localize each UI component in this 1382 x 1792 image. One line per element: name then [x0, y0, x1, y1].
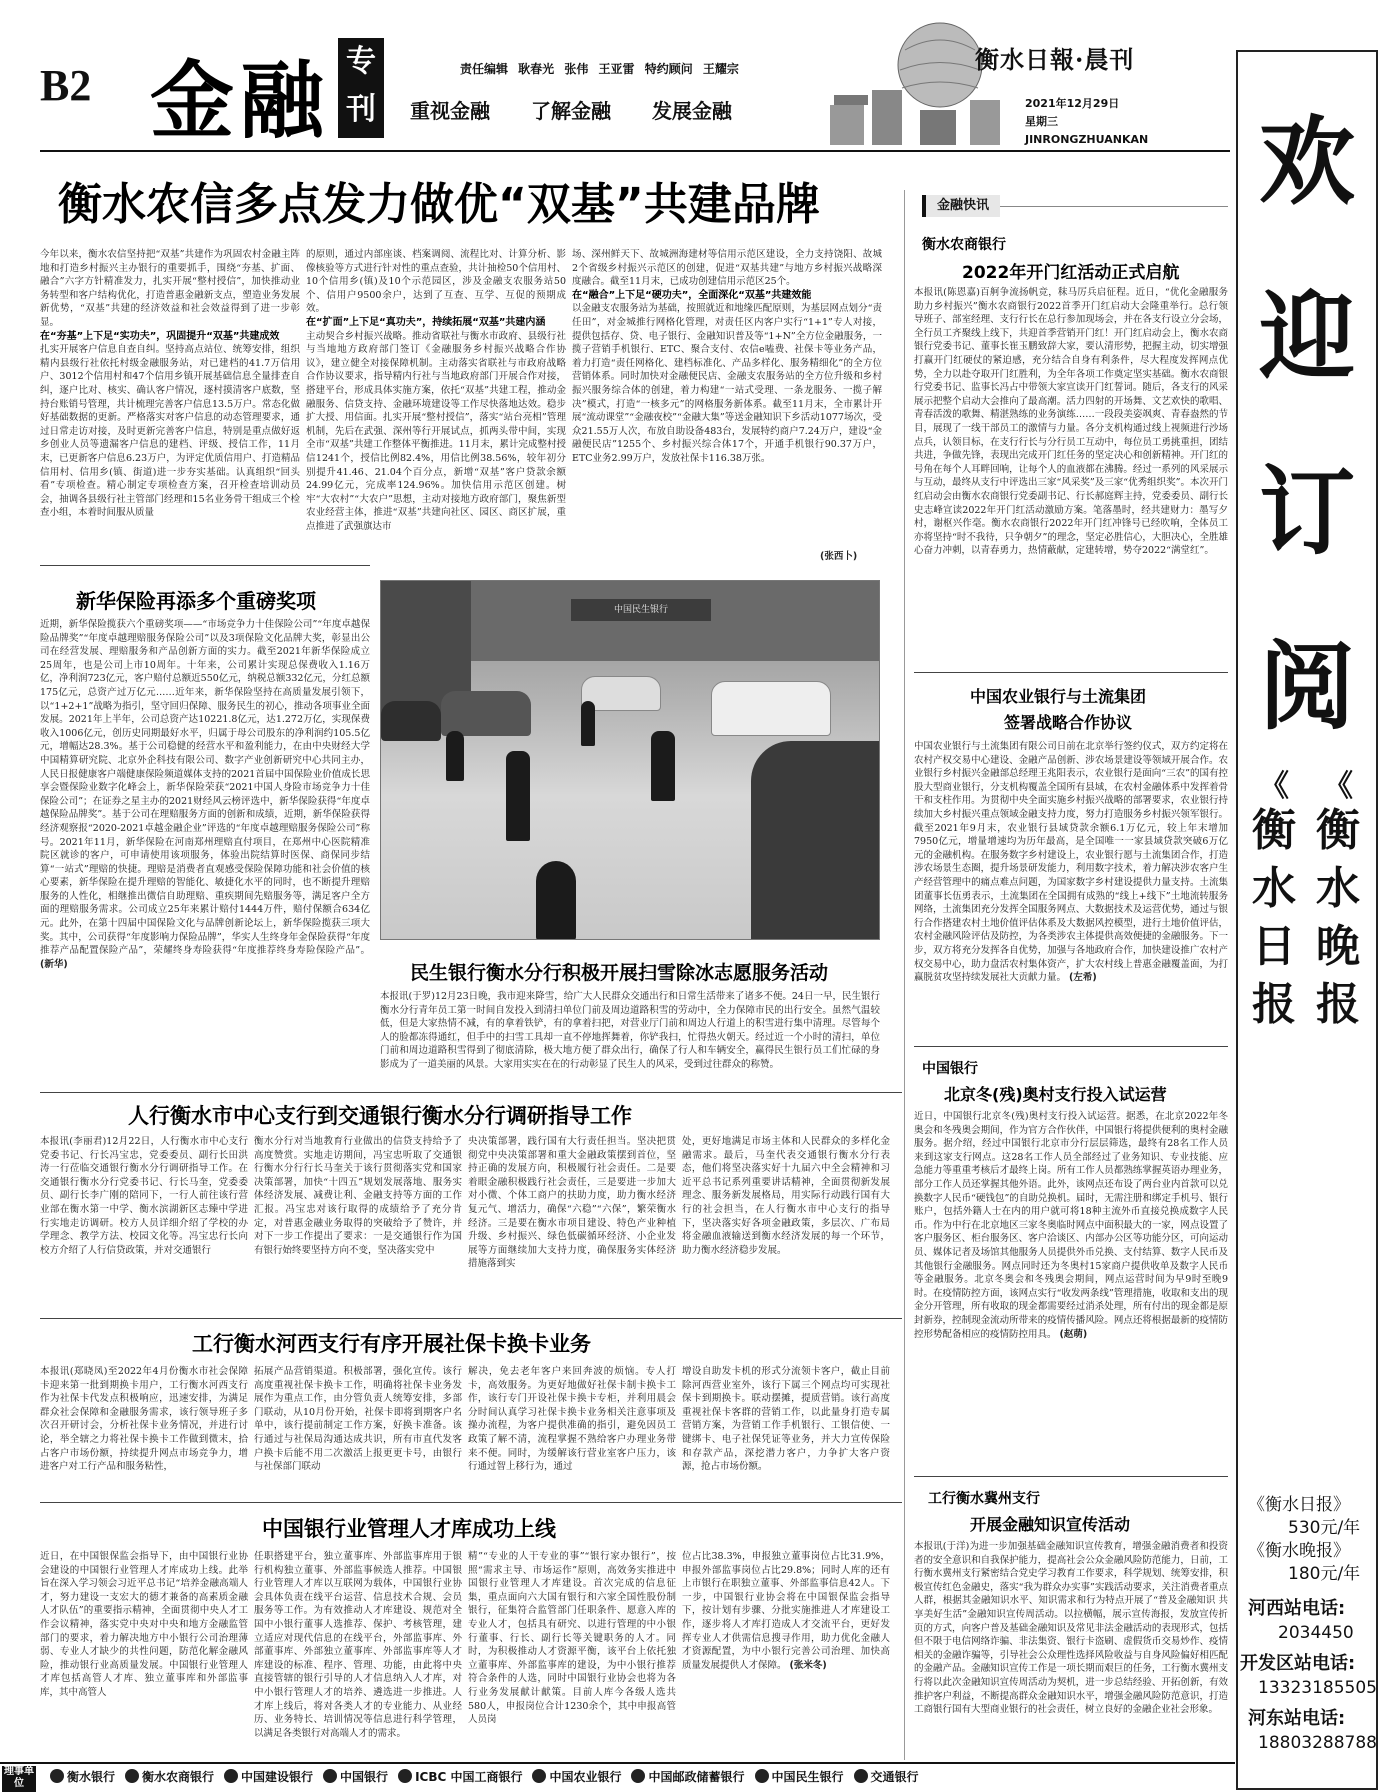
slogan-3: 发展金融	[651, 99, 732, 123]
talent-byline: (张米冬)	[789, 1659, 827, 1671]
news1-body: 本报讯(陈恩嘉)百舸争流扬帆竞，秣马厉兵启征程。近日，“优化金融服务 助力乡村振兴”衡水农商银行2022首季开门红启动大会隆重举行。总行领导班子、部室经理、支行行长在总行参加现场会，并在各支行设立分会场，全行员工齐聚线上线下，共迎首季营销开门红！开门红启动会上，衡水农商银行党委书记、董事长崔玉鹏致辞大家，要认清形势，把握主动，切实增强打赢开门红硬仗的紧迫感，充分结合自身有利条件，尽大程度发挥网点优势，全力以赴夺取开门红胜利，为全年各项工作奠定坚实基础。衡水农商银行党委书记、监事长冯占中带领大家宣读开门红誓词。随后，各支行的风采展示把整个启动大会推向了最高潮。活力四射的开场舞、文艺欢快的歌唱、青春活泼的歌舞、精湛熟练的业务演练……一段段美姿飒爽、青春盎然的节目，展现了一线干部员工的激情与力量。各分支机构通过线上视频进行沙场点兵，认领目标，在支行行长与分行员工互动中，每位员工勇挑重担，团结共进，争做先锋，表现出完成开门红任务的坚定决心和创新精神。开门红的号角在每个人耳畔回响，让每个人的血液都在沸腾。经过一系列的风采展示与互动，最终从支行中评选出三家“风采奖”及三家“优秀组织奖”。本次开门红启动会由衡水农商银行党委副书记、行长郝庭辉主持，党委委员、副行长史志峰宣读2022年开门红活动激励方案。笔落墨时，经共建财力：墨写夕村，谢枢兴作毫。衡水农商银行2022年开门红冲锋号已经吹响，全体员工亦将坚持“时不我待，只争朝夕”的理念，坚定必胜信心，大胆决心，全胜雄心奋力冲刺，以青春勇力，热情蔽献，定建转增，势夺2022“满堂红”。	[914, 287, 1228, 557]
price-1-value: 530元/年	[1288, 1518, 1361, 1538]
station-3-tel: 18803288788	[1258, 1733, 1377, 1753]
finance-news-label: 金融快讯	[922, 195, 1000, 217]
lead-subhead-2: 在“扩面”上下足“真功夫”，持续拓展“双基”共建内涵	[306, 316, 546, 328]
lead-col-3-text: 场、深州鲜天下、故城洲海建材等信用示范区建设，全力支持饶阳、故城2个省级乡村振兴示范区的创建，促进“双基共建”与地方乡村振兴战略深度融合。截至11月末，已成功创建信用示范区25个。	[572, 249, 882, 288]
news2-title-1: 中国农业银行与土流集团	[970, 687, 1147, 706]
psbc-icon	[631, 1769, 645, 1783]
logo-psbc: 中国邮政储蓄银行	[631, 1768, 744, 1785]
station-2-tel: 13323185505	[1258, 1678, 1377, 1698]
bracket-open-1: 《	[1323, 769, 1353, 804]
pboc-headline: 人行衡水市中心支行到交通银行衡水分行调研指导工作	[128, 1104, 632, 1128]
slogan-1: 重视金融	[410, 99, 490, 123]
icbc-col-3: 解决，免去老年客户来回奔波的烦恼。专人打卡，高效服务。为更好地做好社保卡制卡换卡工作，该行专门开设社保卡换卡专柜，并利用晨会分时间认真学习社保卡换卡业务相关注意事项及操办流程，为客户提供准确的指引，避免因员工政策了解不清，流程掌握不熟给客户办理业务带来不便。同时，为缓解该行营业室客户压力，该行通过智上移行为，通过	[468, 1366, 676, 1473]
lead-headline: 衡水农信多点发力做优“双基”共建品牌	[58, 179, 820, 230]
paper-name: 衡水日報·晨刊	[975, 45, 1135, 74]
lead-col-1	[40, 248, 300, 598]
news1-org: 衡水农商银行	[922, 237, 1006, 253]
news1-title: 2022年开门红活动正式启航	[962, 263, 1180, 283]
bracket-open-2: 《	[1259, 769, 1289, 804]
station-1-label: 河西站电话:	[1248, 1598, 1346, 1619]
icbc-icon	[398, 1769, 412, 1783]
masthead	[0, 0, 1235, 150]
station-3-label: 河东站电话:	[1248, 1708, 1346, 1729]
lead-col-2-text: 的原则，通过内部座谈、档案调阅、流程比对、计算分析、影像核验等方式进行针对性的重点查验，共计抽检50个信用村、10个信用乡(镇)及10个示范园区，涉及金融支农服务站50个、信用户9500余户，达到了互查、互学、互促的预期成效。	[306, 249, 566, 315]
editors-line: 责任编辑 耿春光 张伟 王亚雷 特约顾问 王耀宗	[460, 62, 739, 76]
icbc-col-4: 增设自助发卡机的形式分流领卡客户，截止目前除河西营业室外，该行下属三个网点均可实现社保卡到期换卡。联动摆摊，提质营销。该行高度重视社保卡客群的营销工作，以此量身打造专属营销方案，为营销工作手机银行、工银信使、一键绑卡、电子社保凭证等业务，并大力宣传保险和存款产品，深挖潜力客户，力争扩大客户资源，抢占市场份额。	[682, 1366, 890, 1473]
special-label: 专刊	[338, 38, 384, 138]
bank-sign: 中国民生银行	[571, 599, 711, 621]
photo-headline: 民生银行衡水分行积极开展扫雪除冰志愿服务活动	[410, 962, 829, 984]
pboc-col-3: 央决策部署，践行国有大行责任担当。坚决把贯彻党中央决策部署和重大金融政策摆到首位，坚持正确的发展方向，积极履行社会责任。二是要着眼金融积极践行社会责任，三是要进一步加大对小微、个体工商户的扶助力度，助力衡水经济复元气、增活力，确保“六稳”“六保”，繁荣衡水经济。三是要在衡水市项目建设、特色产业种植升级、乡村振兴、绿色低碳循环经济、小企业发展等方面继续加大支持力度，确保服务实体经济措施落到实	[468, 1136, 676, 1270]
news4-title-2: 开展金融知识宣传活动	[970, 1515, 1131, 1534]
ccb-icon	[224, 1769, 238, 1783]
photo-body: 本报讯(于罗)12月23日晚，我市迎来降雪，给广大人民群众交通出行和日常生活带来了诸多不便。24日一早，民生银行衡水分行青年员工第一时间自发投入到清扫单位门前及周边道路积雪的劳动中，全力保障市民的出行安全。虽然气温较低，但是大家热情不减，有的拿着铁铲，有的拿着扫把，对营业厅门前和周边人行道上的积雪进行集中清理。尽管每个人的脸都冻得通红，但手中的扫雪工具却一直不停地挥舞着，你铲我扫，忙得热火朝天。经过近一个小时的清扫，单位门前和周边道路积雪得到了彻底清除，极大地方便了群众出行，确保了行人和车辆安全，赢得民生银行员工们忙碌的身影成为了一道美丽的风景。大家用实实在在的行动彰显了民生人的风采，受到过往群众的称赞。	[380, 991, 880, 1070]
icbc-headline: 工行衡水河西支行有序开展社保卡换卡业务	[192, 1332, 591, 1356]
news2-byline: (左希)	[1069, 972, 1097, 984]
paper-vertical-2	[1246, 769, 1302, 1072]
lead-col-2b-text: 主动契合乡村振兴战略。推动省联社与衡水市政府、县级行社与当地地方政府部门签订《金融服务乡村振兴战略合作协议》，建立健全对接保障机制。主动落实省联社与市政府战略合作协议要求，指导精内行社与当地政府部门开展合作对接，搭建平台，形成具体实施方案，依托“双基”共建工程，推动金融服务、信贷支持、金融环境建设等工作尽快落地达效。稳步扩大授、用信面。扎实开展“整村授信”，落实“站台亮相”管理机制，先后在武强、深州等行开展试点，抓两头带中间，实现全市“双基”共建工作整体平衡推进。11月末，累计完成整村授信1241个，授信比例82.4%，用信比例38.56%，较年初分别提升41.46、21.04个百分点，新增“双基”客户贷款余额24.99亿元，完成率124.96%。加快信用示范区创建。树牢“大农村”“大农户”思想，主动对接地方政府部门，聚焦新型农业经营主体，推进“双基”共建向社区、园区、商区扩展，重点推进了武强旗达市	[306, 330, 566, 532]
price-1-label: 《衡水日报》	[1248, 1495, 1350, 1515]
subscription-sidebar	[1236, 50, 1378, 1790]
icbc-col-1: 本报讯(郑晓凤)至2022年4月份衡水市社会保障卡迎来第一批到期换卡用户，工行衡水河西支行作为社保卡代发点积极响应，迅速安排，为满足群众社会保障和金融服务需求，该行领导班子多次召开研讨会，分析社保卡业务情况，并进行讨论，举全辖之力将社保卡换卡工作做到微末，拾占客户市场份额，持续提升网点市场竞争力，增进客户对工行产品和服务粘性，	[40, 1366, 248, 1473]
logo-hengshui-rcb: 衡水农商银行	[125, 1768, 214, 1785]
xinhua-byline: (新华)	[40, 958, 68, 970]
welcome-subscribe: 欢迎订阅	[1259, 105, 1355, 743]
talent-col-4-text: 位占比38.3%，申报独立董事岗位占比31.9%，申报外部监事岗位占比29.8%；同时人库的还有上市银行在职独立董事、外部监事信息42人。下一步，中国银行业协会将在中国银保监会指导下，按计划有步骤、分批实施推进人才库建设工作，逐步将人才库打造成人才交流平台，更好发挥专业人才供需信息搜寻作用，助力优化金融人才资源配置，为中小银行完善公司治理、加快高质量发展提供人才保障。	[682, 1551, 890, 1671]
station-1-tel: 2034450	[1278, 1623, 1354, 1643]
paper-vertical-1-text: 衡水晚报	[1316, 805, 1360, 1030]
pboc-col-2: 衡水分行对当地教育行业做出的信贷支持给予了高度赞赏。实地走访期间，冯宝忠听取了交通银行衡水分行行长马奎关于该行贯彻落实党和国家决策部署，加快“十四五”规划发展落地、服务实体经济发展、减费让利、金融支持等方面的工作汇报。冯宝忠对该行取得的成绩给予了充分肯定，对普惠金融业务取得的突破给予了赞许，并对下一步工作提出了要求：一是交通银行作为国有银行始终要坚持方向不变，坚决落实党中	[254, 1136, 462, 1256]
section-name: 金融	[150, 52, 331, 150]
lead-col-1b-text: 扎实开展客户信息自查自纠。坚持高点站位、统筹安排，组织精内县级行社依托村级金融服务站，对已建档的41.7万信用户、3012个信用村和47个信用乡镇开展基础信息全量排查自纠，逐户比对、核实、确认客户情况，逐村摸清客户底数，坚持台账销号管理，共计梳理完善客户信息13.5万户。常态化做好基础数据的更新。严格落实对客户信息的动态管理要求，通过日常走访对接，及时更新完善客户信息，特别是重点做好返乡创业人员等遗漏客户信息的建档、评级、授信工作，11月末，已更新客户信息6.23万户，为评定优质信用户、打造精品信用村、信用乡(镇、街道)进一步夯实基础。认真组织“回头看”专项检查。精心制定专项检查方案，召开检查培训动员会，抽调各县级行社主管部门经理和15名业务骨干组成三个检查小组，本着时间服从质量	[40, 344, 300, 519]
news3-org: 中国银行	[922, 1061, 978, 1077]
price-2-label: 《衡水晚报》	[1248, 1541, 1350, 1561]
news3-body	[914, 1110, 1228, 1470]
icbc-col-2: 拓展产品营销渠道。积极部署，强化宣传。该行高度重视社保卡换卡工作，明确将社保卡业务发展作为重点工作，由分管负责人统筹安排，多部门联动，从10月份开始，社保卡即将到期客户名单中，该行提前制定工作方案，好换卡准备。该行通过与社保局沟通达成共识，所有市直代发客户换卡后能不用二次激活上报更更卡号，由银行与社保部门联动	[254, 1366, 462, 1473]
issue-info	[1025, 95, 1148, 149]
logo-bocom: 交通银行	[854, 1768, 919, 1785]
lead-col-2	[306, 248, 566, 598]
lead-col-3	[572, 248, 882, 548]
cmbc-icon	[755, 1769, 769, 1783]
coins-illustration	[820, 10, 1020, 150]
news2-body-text: 中国农业银行与土流集团有限公司日前在北京举行签约仪式，双方约定将在农村产权交易中心建设、金融产品创新、涉农场景建设等领域开展合作。农业银行乡村振兴金融部总经理王兆阳表示，农业银行是面向“三农”的国有控股大型商业银行，分支机构覆盖全国所有县域，在农村金融体系中发挥着骨干和支柱作用。为贯彻中央全面实施乡村振兴战略的部署要求，农业银行持续加大乡村振兴重点领域金融支持力度，努力打造服务乡村振兴领军银行。截至2021年9月末，农业银行县域贷款余额6.1万亿元，较上年末增加7950亿元，增量增速均为历年最高，是全国唯一一家县域贷款突破6万亿元的金融机构。在服务数字乡村建设上，农业银行愿与土流集团合作，打造涉农场景生态圈，提升场景研发能力，利用数字技术，着力解决涉农客户生产经营管理中的痛点难点问题，为国家数字乡村建设提供力量支持。土流集团董事长伍勇表示，土流集团在全国拥有成熟的“线上+线下”土地流转服务网络，土流集团充分发挥全国服务网点、大数据技术及运营优势，通过与银行合作搭建农村土地价值评估体系及大数据风控模型，进行土地价值评估，农村金融风险评估及防控，为各类涉农主体提供高效便捷的金融服务。下一步，双方将充分发挥各自优势，加强与各地政府合作，加快建设推广农村产权交易中心，助力盘活农村集体资产，扩大农村线上普惠金融覆盖面，为打赢脱贫攻坚持续发展社大贡献力量。	[914, 741, 1228, 984]
news3-byline: (赵萌)	[1059, 1328, 1088, 1340]
logo-boc: 中国银行	[323, 1768, 388, 1785]
hengshui-rcb-icon	[125, 1769, 139, 1783]
lead-subhead-3: 在“融合”上下足“硬功夫”，全面深化“双基”共建效能	[572, 289, 812, 301]
talent-col-1: 近日，在中国银保监会指导下，由中国银行业协会建设的中国银行业管理人才库成功上线。此举旨在深入学习领会习近平总书记“培养金融高端人才，努力建设一支宏大的德才兼备的高素质金融人才队伍”的重要指示精神，全面贯彻中央人才工作会议精神，落实党中央对中央和地方金融监管部门的要求，着力解决地方中小银行公司治理薄弱、专业人才缺少的共性问题，防范化解金融风险，推动银行业高质量发展。中国银行业管理人才库包括高管人才库、独立董事库和外部监事库，其中高管人	[40, 1551, 248, 1698]
station-2-label: 开发区站电话:	[1240, 1653, 1356, 1674]
xinhua-body-text: 近期，新华保险揽获六个重磅奖项——“市场竞争力十佳保险公司”“年度卓越保险品牌奖”“年度卓越理赔服务保险公司”以及3项保险文化品牌大奖，彰显出公司在经营发展、理赔服务和产品创新方面的实力。截至2021年新华保险成立25周年，也是公司上市10周年。十年来，公司累计实现总保费收入1.16万亿，净利润723亿元，客户赔付总额近550亿元，纳税总额332亿元，分红总额175亿元，总资产过万亿元……近年来，新华保险坚持在高质量发展引领下，以“1+2+1”战略为指引，坚守回归保障、服务民生的初心，推动各项事业全面发展。2021年上半年，公司总资产达10221.8亿元，达1.272万亿，实现保费收入1006亿元，创历史同期最好水平，归属于母公司股东的净利润约105.5亿元，增幅达28.3%。基于公司稳健的经营水平和盈利能力，在由中央财经大学中国精算研究院、北京外企科技有限公司、数字产业创新研究中心共同主办，人民日报健康客户端健康保险频道媒体支持的2021首届中国保险业价值成长思享会暨保险业数字化峰会上，新华保险荣获“2021中国人身险市场竞争力十佳保险公司”；在证券之星主办的2021财经风云榜评选中，新华保险获得“年度卓越保险品牌奖”。基于公司在理赔服务方面的创新和成绩，近期，新华保险获得经济观察报“2020-2021卓越金融企业”评选的“年度卓越理赔服务保险公司”称号。2021年11月，新华保险在河南郑州理赔直付项目，在郑州中心医院精准院区就诊的客户，可申请使用该项服务，体验出院结算时医保、商保同步结算“一站式”理赔的快捷。理赔是消费者直观感受保险保障功能和社会价值的核心要素，新华保险在提升理赔的智能化、敏捷化水平的同时，也不断提升理赔服务的人性化，相继推出微信自助理赔、重疾期间先赔服务等，满足客户全方面的理赔服务需求。公司成立25年来累计赔付1444万件，赔付保额合634亿元。此外，在第十四届中国保险文化与品牌创新论坛上，新华保险揽获三项大奖。其中，公司获得“年度影响力保险品牌”，华实人生终身年金保险获得“年度推荐产品配置保险产品”，荣耀终身寿险获得“年度推荐终身寿险保险产品”。	[40, 619, 370, 957]
page-code: B2	[40, 61, 92, 110]
member-tag: 理事单位	[2, 1766, 36, 1792]
pboc-col-4: 处，更好地满足市场主体和人民群众的多样化金融需求。最后，马奎代表交通银行衡水分行表态，他们将坚决落实好十九届六中全会精神和习近平总书记系列重要讲话精神，全面贯彻新发展理念、服务新发展格局，用实际行动践行国有大行的社会担当，在人行衡水市中心支行的指导下，坚决落实好各项金融政策，多层次、广布局将金融血液输送到衡水经济发展的每一个环节，助力衡水经济稳步发展。	[682, 1136, 890, 1256]
news3-body-text: 近日，中国银行北京冬(残)奥村支行投入试运营。据悉，在北京2022年冬奥会和冬残奥会期间，作为官方合作伙伴，中国银行将提供便利的奥村金融服务。据介绍，经过中国银行北京市分行层层筛选，最终有28名工作人员来到这家支行网点。这28名工作人员全部经过了业务知识、专业技能、应急能力等重重考核后才最终上岗。所有工作人员都熟练掌握英语办理业务，部分工作人员还掌握其他外语。此外，该网点还布设了两台业内首款可以兑换数字人民币“硬钱包”的自助兑换机。届时，无需注册和绑定手机号、银行账户，包括外籍人士在内的用户就可将18种主流外币直接兑换成数字人民币。作为中行在北京地区三家冬奥临时网点中面积最大的一家，网点设置了客户服务区、柜台服务区、客户洽谈区、内部办公区等功能分区，可向运动员、媒体记者及场馆其他服务人员提供外币兑换、支付结算、数字人民币及其他银行金融服务。网点同时还为冬奥村15家商户提供收单及数字人民币等金融服务。北京冬奥会和冬残奥会期间，网点运营时间为早9时至晚9时。在疫情防控方面，该网点实行“收发两条线”管理措施，收取和支出的现金分开管理，所有收取的现金都需要经过消杀处理，所有付出的现金都是原封新券，控制现金流动所带来的疫情传播风险。网点还将根据最新的疫情防控形势配备相应的疫情防控用具。	[914, 1111, 1228, 1340]
logo-icbc: ICBC 中国工商银行	[398, 1768, 522, 1785]
issue-weekday: 星期三	[1025, 115, 1058, 128]
snow-cleaning-photo	[380, 580, 880, 940]
news2-title-2: 签署战略合作协议	[1004, 713, 1133, 732]
paper-vertical-2-text: 衡水日报	[1252, 805, 1296, 1030]
bocom-icon	[854, 1769, 868, 1783]
news3-title: 北京冬(残)奥村支行投入试运营	[944, 1085, 1167, 1104]
member-logos-footer	[0, 1762, 1235, 1792]
issue-pinyin: JINRONGZHUANKAN	[1025, 133, 1149, 146]
lead-col-3b-text: 以金融支农服务站为基础，按照就近和地缘匹配原则，为基层网点划分“责任田”，对金城推行网格化管理，对责任区内客户实行“1+1”专人对接，提供包括存、贷、电子银行、金融知识普及等“1+N”全方位金融服务，一揽子营销手机银行、ETC、聚合支付、农信e嗑费、社保卡等业务产品，着力打造“责任网格化、建档标准化、产品多样化、服务精细化”的全方位营销体系。同时加快对金融便民店、金融支农服务站的全方位升级和乡村振兴服务综合体的创建，着力构建“一站式受理、一条龙服务、一揽子解决”模式，打造“一核多元”的网格服务新体系。截至11月末，全市累计开展“流动课堂”“金融夜校”“金融大集”等送金融知识下乡活动1077场次，受众21.55万人次，布放自助设备483台，发展特约商户7.24万户，建设“金融便民店”1255个、乡村振兴综合体17个，开通手机银行90.37万户，ETC业务2.99万户，发放社保卡116.38万张。	[572, 303, 882, 464]
logo-row	[50, 1768, 919, 1785]
price-2-value: 180元/年	[1288, 1564, 1361, 1584]
pboc-col-1: 本报讯(李丽君)12月22日，人行衡水市中心支行党委书记、行长冯宝忠，党委委员、副行长田洪涛一行莅临交通银行衡水分行调研指导工作。在交通银行衡水分行党委书记、行长马奎，党委委员、副行长李广刚的陪同下，一行人前往该行营业部在衡水第一中学、衡水滨湖新区志臻中学进行实地走访调研。校方人员详细介绍了学校的办学理念、教学方法、校园文化等。冯宝忠行长向校方介绍了人行信贷政策，并对交通银行	[40, 1136, 248, 1256]
logo-hengshui-bank: 衡水银行	[50, 1768, 115, 1785]
logo-abc: 中国农业银行	[532, 1768, 621, 1785]
talent-col-2: 任职搭建平台，独立董事库、外部监事库用于银行机构独立董事、外部监事候选人推荐。中国银行业管理人才库以互联网为载体，中国银行业协会具体负责在线平台运营、信息技术合规、会员服务等工作。为有效推动人才库建设、规范对全国中小银行董事人选推荐、保护、考核管理，建立适应对现代信息的在线平台，外部监事库、外部董事库、外部独立董事库、外部监事库等人才库建设的标准、程序、管理、功能，由此将中央直接管辖的银行引导的人才信息纳入人才库，对中小银行管理人才的培养、遴选进一步推进。人才库上线后，将对各类人才的专业能力、从业经历、业务特长、培训情况等信息进行科学管理，以满足各类银行对高端人才的需求。	[254, 1551, 462, 1739]
talent-col-3: 精”“专业的人干专业的事”“银行家办银行”，按照“需求主导、市场运作”原则，高效务实推进中国银行业管理人才库建设。首次完成的信息征集，重点面向六大国有银行和六家全国性股份制银行，征集符合监管部门任职条件、愿意入库的专业人才，包括具有研究、以进行管理的中小银行董事、行长、副行长等关键职务的人才。同时，为积极推动人才资源平衡，该平台上依托独立董事库、外部监事库的建设，为中小银行推荐符合条件的人选，同时中国银行业协会也将为各行业务发展献计献策。目前人库今各级人选共580人，申报岗位合计1230余个，其中申报高管人员岗	[468, 1551, 676, 1726]
news4-body: 本报讯(于洋)为进一步加强基础金融知识宣传教育，增强金融消费者和投资者的安全意识和自我保护能力，提高社会公众金融风险防范能力，日前，工行衡水冀州支行紧密结合党史学习教育工作要求，科学规划、统筹安排，积极宣传红色金融史，落实“我为群众办实事”实践活动要求，关注消费者重点人群，根据其金融知识水平、知识需求和行为特点开展了“普及金融知识 共享美好生活”金融知识宣传周活动。以拉横幅，展示宣传海报，发放宣传折页的方式，向客户普及基础金融知识及常见非法金融活动的表现形式，包括但不限于电信网络诈骗、非法集资、银行卡盗刷、虚假货币交易炒作、疫情相关的金融诈骗等，引导社会公众理性选择风险收益与自身风险偏好相匹配的金融产品。金融知识宣传工作是一项长期而艰巨的任务，工行衡水冀州支行将以此次金融知识宣传周活动为契机，进一步总结经验、开拓创新，有效推护客户利益，不断提高群众金融知识水平，增强金融风险防范意识，打造工商银行国有大型商业银行的社会责任，树立良好的金融企业社会形象。	[914, 1541, 1228, 1716]
news4-title-1: 工行衡水冀州支行	[928, 1491, 1040, 1507]
abc-icon	[532, 1769, 546, 1783]
xinhua-body	[40, 618, 370, 1056]
talent-headline: 中国银行业管理人才库成功上线	[262, 1517, 556, 1541]
lead-subhead-1: 在“夯基”上下足“实功夫”，巩固提升“双基”共建成效	[40, 330, 280, 342]
hengshui-bank-icon	[50, 1769, 64, 1783]
logo-cmbc: 中国民生银行	[755, 1768, 844, 1785]
boc-icon	[323, 1769, 337, 1783]
lead-byline: (张西卜)	[820, 551, 858, 562]
logo-ccb: 中国建设银行	[224, 1768, 313, 1785]
xinhua-headline: 新华保险再添多个重磅奖项	[76, 589, 316, 613]
news2-body	[914, 740, 1228, 1040]
talent-col-4	[682, 1550, 890, 1755]
paper-vertical-1	[1310, 769, 1366, 1072]
slogan-2: 了解金融	[530, 99, 611, 123]
slogans	[410, 95, 766, 124]
lead-col-1-text: 今年以来，衡水农信坚持把“双基”共建作为巩固农村金融主阵地和打造乡村振兴主办银行的重要抓手，围绕“夯基、扩面、融合”六字方针精准发力，扎实开展“整村授信”，加快推动业务转型和客户结构优化，打造普惠金融新支点，塑造业务发展新优势，“双基”共建的经济效益和社会效益得到了进一步彰显。	[40, 249, 300, 328]
issue-date: 2021年12月29日	[1025, 97, 1120, 110]
